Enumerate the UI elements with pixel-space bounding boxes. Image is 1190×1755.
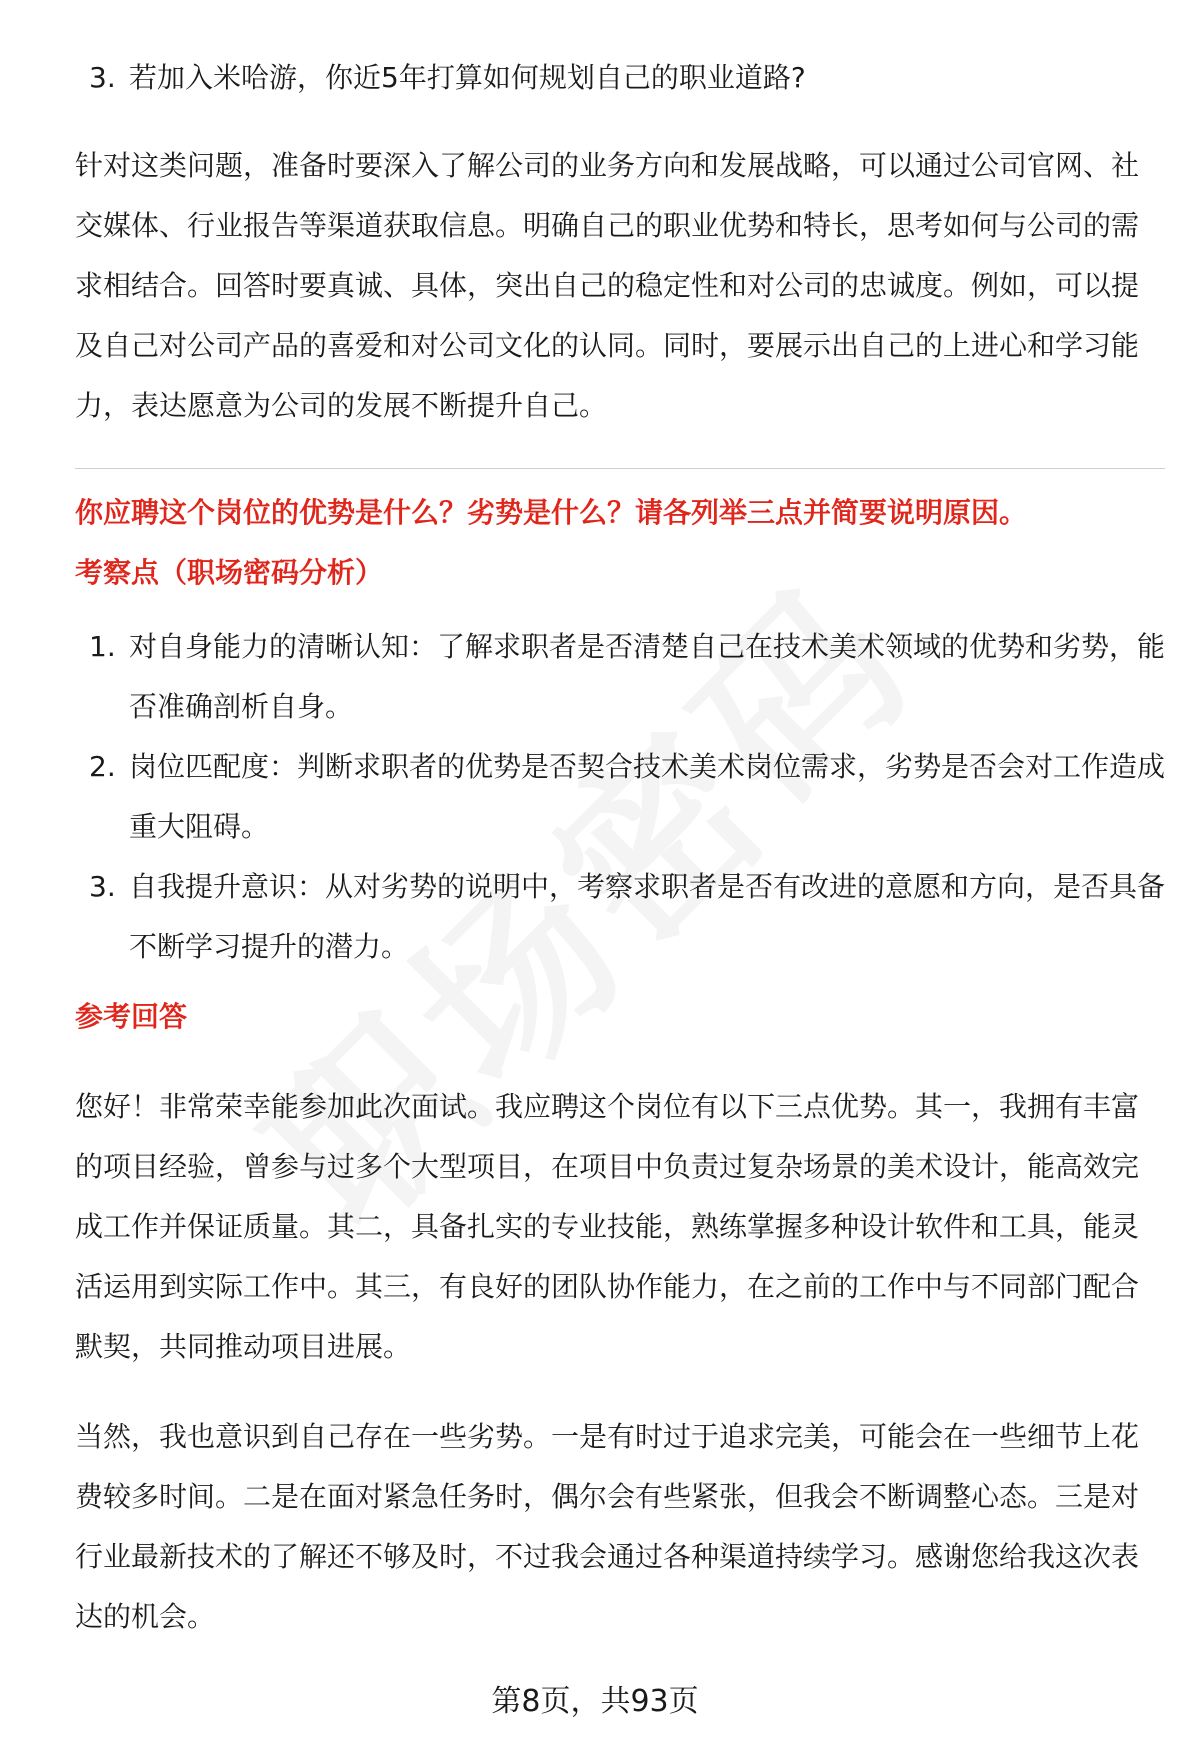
answer-heading: 参考回答 — [75, 1000, 188, 1033]
list-number: 3. — [89, 870, 116, 903]
page-number: 第8页，共93页 — [491, 1684, 699, 1719]
list-item — [75, 737, 1165, 857]
document-body — [75, 48, 1165, 1647]
list-text: 自我提升意识：从对劣势的说明中，考察求职者是否有改进的意愿和方向，是否具备不断学习提升的潜力。 — [129, 870, 1166, 963]
advice-paragraph: 针对这类问题，准备时要深入了解公司的业务方向和发展战略，可以通过公司官网、社交媒体、行业报告等渠道获取信息。明确自己的职业优势和特长，思考如何与公司的需求相结合。回答时要真诚、具体，突出自己的稳定性和对公司的忠诚度。例如，可以提及自己对公司产品的喜爱和对公司文化的认同。同时，要展示出自己的上进心和学习能力，表达愿意为公司的发展不断提升自己。 — [75, 149, 1140, 422]
list-item — [75, 48, 1165, 108]
answer-paragraph-1: 您好！非常荣幸能参加此次面试。我应聘这个岗位有以下三点优势。其一，我拥有丰富的项目经验，曾参与过多个大型项目，在项目中负责过复杂场景的美术设计，能高效完成工作并保证质量。其二，具备扎实的专业技能，熟练掌握多种设计软件和工具，能灵活运用到实际工作中。其三，有良好的团队协作能力，在之前的工作中与不同部门配合默契，共同推动项目进展。 — [75, 1090, 1140, 1363]
section-divider — [75, 468, 1165, 469]
list-item — [75, 857, 1165, 977]
prev-question-list — [75, 48, 1165, 108]
list-text: 岗位匹配度：判断求职者的优势是否契合技术美术岗位需求，劣势是否会对工作造成重大阻碍。 — [129, 750, 1166, 843]
list-number: 3. — [89, 61, 116, 94]
list-item — [75, 617, 1165, 737]
focus-heading: 考察点（职场密码分析） — [75, 556, 384, 589]
list-text: 对自身能力的清晰认知：了解求职者是否清楚自己在技术美术领域的优势和劣势，能否准确剖析自身。 — [129, 630, 1166, 723]
list-text: 若加入米哈游，你近5年打算如何规划自己的职业道路? — [129, 61, 806, 94]
focus-list — [75, 617, 1165, 977]
list-number: 2. — [89, 750, 116, 783]
list-number: 1. — [89, 630, 116, 663]
question-title: 你应聘这个岗位的优势是什么？劣势是什么？请各列举三点并简要说明原因。 — [75, 496, 1028, 529]
answer-paragraph-2: 当然，我也意识到自己存在一些劣势。一是有时过于追求完美，可能会在一些细节上花费较多时间。二是在面对紧急任务时，偶尔会有些紧张，但我会不断调整心态。三是对行业最新技术的了解还不够及时，不过我会通过各种渠道持续学习。感谢您给我这次表达的机会。 — [75, 1420, 1140, 1633]
